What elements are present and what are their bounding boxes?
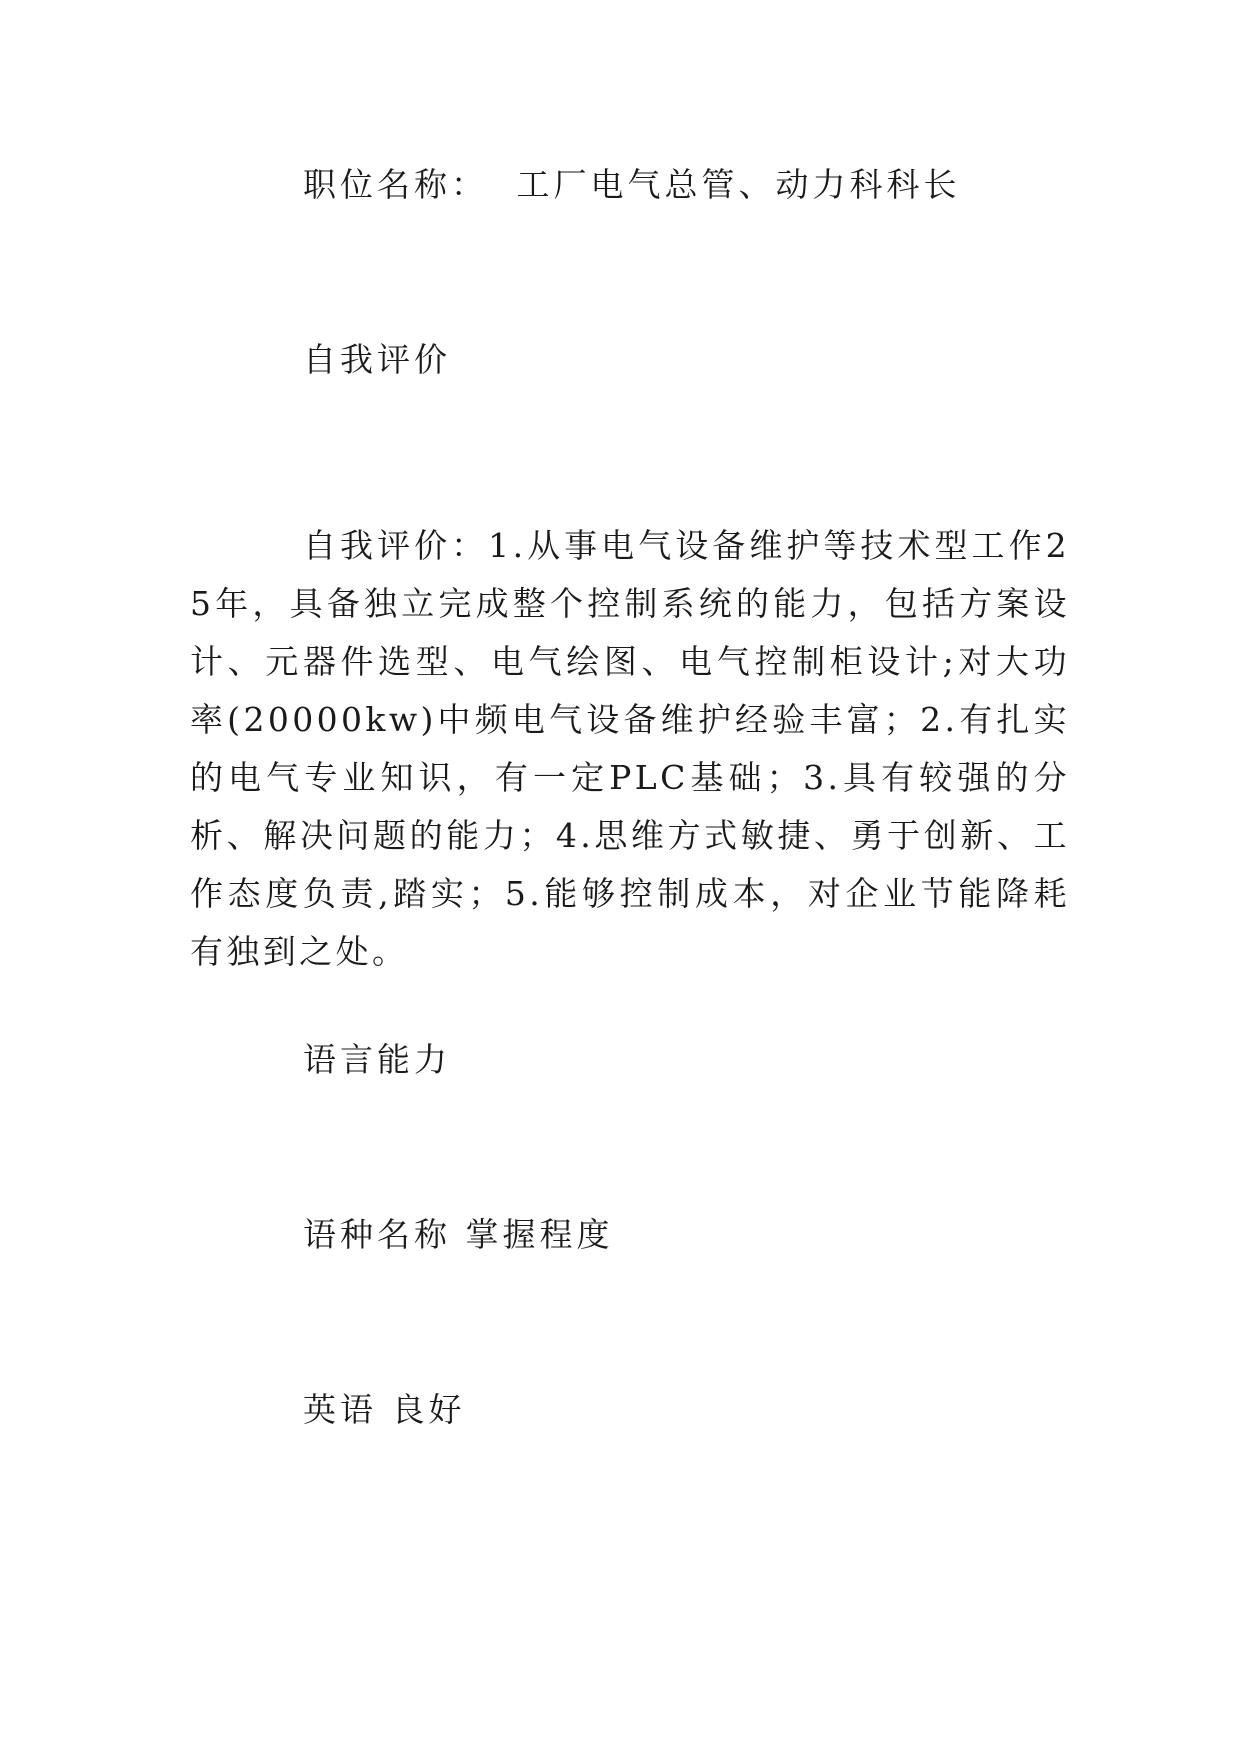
self-eval-paragraph: 自我评价：1.从事电气设备维护等技术型工作25年，具备独立完成整个控制系统的能力，包括方案设计、元器件选型、电气绘图、电气控制柜设计;对大功率(20000kw)中频电气设备维护经验丰富；2.有扎实的电气专业知识，有一定PLC基础；3.具有较强的分析、解决问题的能力；4.思维方式敏捷、勇于创新、工作态度负责,踏实；5.能够控制成本，对企业节能降耗有独到之处。 — [190, 526, 1070, 971]
language-row: 英语 良好 — [303, 1390, 466, 1429]
position-value: 工厂电气总管、动力科科长 — [516, 165, 961, 204]
position-label: 职位名称： — [303, 165, 488, 204]
language-table-header: 语种名称 掌握程度 — [303, 1215, 614, 1254]
position-line — [303, 165, 961, 205]
language-heading: 语言能力 — [303, 1040, 451, 1079]
self-eval-heading: 自我评价 — [303, 340, 451, 379]
